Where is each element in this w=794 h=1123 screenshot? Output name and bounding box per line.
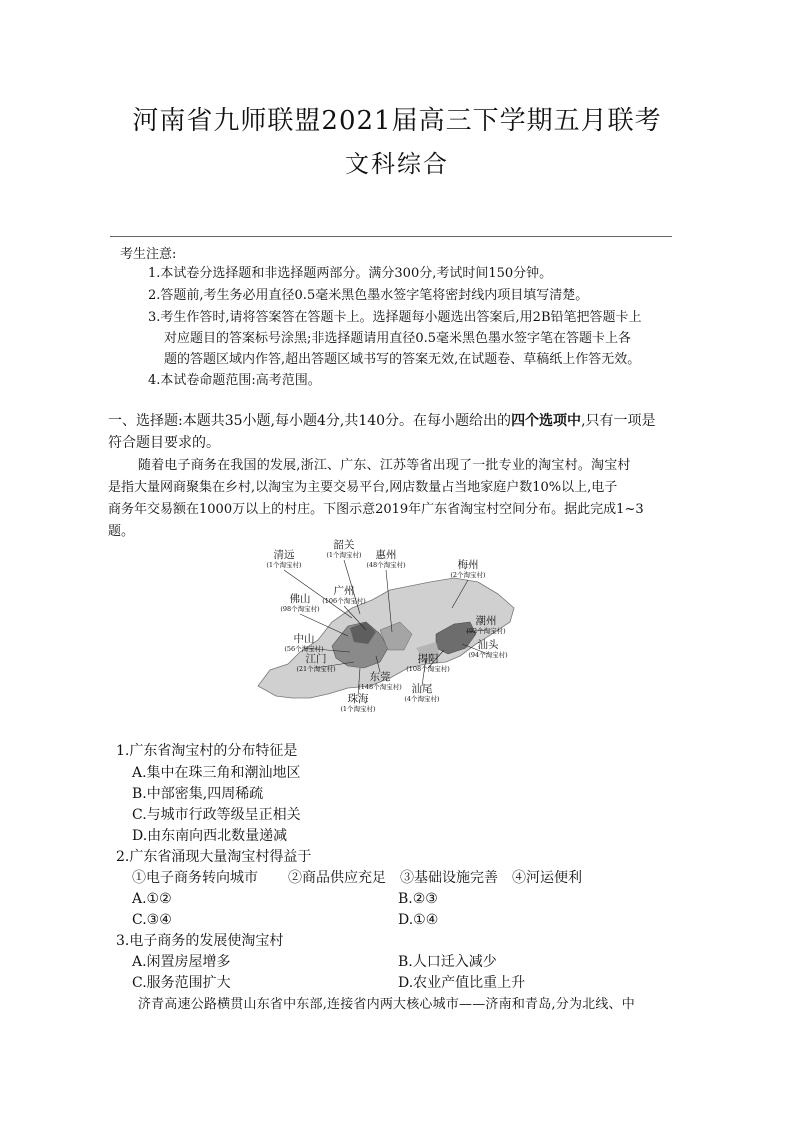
map-city-label: 清远 [273,549,295,561]
map-city-label: 珠海 [347,693,369,705]
map-count-label: (2个淘宝村) [450,571,486,579]
section-heading [108,410,683,432]
map-city-label: 东莞 [369,671,391,683]
notice-heading: 考生注意: [120,247,177,262]
question-3-option-c: C.服务范围扩大 [132,975,231,991]
passage-1-line-1: 随着电子商务在我国的发展,浙江、广东、江苏等省出现了一批专业的淘宝村。淘宝村 [137,458,631,473]
map-count-label: (106个淘宝村) [322,597,366,605]
guangdong-taobao-village-map [240,538,560,730]
map-city-label: 梅州 [457,559,479,571]
map-city-label: 惠州 [375,549,397,561]
map-count-label: (1个淘宝村) [340,705,376,713]
passage-1-line-2: 是指大量网商聚集在乡村,以淘宝为主要交易平台,网店数量占当地家庭户数10%以上,电子 [108,480,618,495]
map-city-label: 汕尾 [411,683,433,695]
map-count-label: (48个淘宝村) [366,561,406,569]
notice-item-3-cont-1: 对应题目的答案标号涂黑;非选择题请用直径0.5毫米黑色墨水签字笔在答题卡上各 [164,331,632,346]
question-2-option-c: C.③④ [132,912,172,928]
map-city-label: 广州 [333,585,355,597]
question-1-option-b: B.中部密集,四周稀疏 [132,786,264,802]
notice-item-4: 4.本试卷命题范围:高考范围。 [148,373,321,388]
map-city-label: 中山 [293,633,315,645]
map-city-label: 潮州 [475,615,497,627]
question-2-option-b: B.②③ [398,891,438,907]
notice-item-2: 2.答题前,考生务必用直径0.5毫米黑色墨水签字笔将密封线内项目填写清楚。 [148,288,589,303]
question-2-statement-3: ③基础设施完善 [400,870,498,886]
map-count-label: (1个淘宝村) [266,561,302,569]
page-subtitle: 文科综合 [345,150,449,178]
map-count-label: (4个淘宝村) [404,695,440,703]
map-city-label: 揭阳 [417,653,439,665]
passage-2-line-1: 济青高速公路横贯山东省中东部,连接省内两大核心城市——济南和青岛,分为北线、中 [137,997,635,1012]
question-1-option-d: D.由东南向西北数量递减 [132,828,288,844]
question-3-option-d: D.农业产值比重上升 [398,975,526,991]
question-2-stem: 2.广东省涌现大量淘宝村得益于 [116,849,312,865]
passage-1-line-3: 商务年交易额在1000万以上的村庄。下图示意2019年广东省淘宝村空间分布。据此完成1~3 [108,502,644,517]
map-city-label: 江门 [305,653,327,665]
section-heading-part-3: ,只有一项是 [581,413,656,429]
section-heading-line-2: 符合题目要求的。 [108,435,220,451]
question-2-statement-1: ①电子商务转向城市 [132,870,258,886]
question-3-option-b: B.人口迁入减少 [398,954,497,970]
notice-item-1: 1.本试卷分选择题和非选择题两部分。满分300分,考试时间150分钟。 [148,266,553,281]
question-2-statement-4: ④河运便利 [512,870,582,886]
page-title: 河南省九师联盟2021届高三下学期五月联考 [132,106,662,136]
header-divider [110,236,672,237]
notice-item-3: 3.考生作答时,请将答案答在答题卡上。选择题每小题选出答案后,用2B铅笔把答题卡上 [148,310,642,325]
question-1-option-c: C.与城市行政等级呈正相关 [132,807,301,823]
map-count-label: (56个淘宝村) [284,645,324,653]
map-count-label: (21个淘宝村) [296,665,336,673]
notice-item-3-cont-2: 题的答题区域内作答,超出答题区域书写的答案无效,在试题卷、草稿纸上作答无效。 [164,352,641,367]
map-count-label: (98个淘宝村) [280,605,320,613]
map-count-label: (92个淘宝村) [466,627,506,635]
map-city-label: 汕头 [477,639,499,651]
map-count-label: (148个淘宝村) [358,683,402,691]
question-1-stem: 1.广东省淘宝村的分布特征是 [116,743,298,759]
map-count-label: (1个淘宝村) [326,551,362,559]
question-1-option-a: A.集中在珠三角和潮汕地区 [132,765,301,781]
question-3-stem: 3.电子商务的发展使淘宝村 [116,933,284,949]
section-heading-part-1: 一、选择题:本题共35小题,每小题4分,共140分。在每小题给出的 [108,413,512,429]
map-count-label: (94个淘宝村) [468,651,508,659]
map-count-label: (108个淘宝村) [406,665,450,673]
question-3-option-a: A.闲置房屋增多 [132,954,231,970]
section-heading-bold: 四个选项中 [511,413,582,429]
map-city-label: 佛山 [289,593,311,605]
question-2-option-d: D.①④ [398,912,439,928]
question-2-statement-2: ②商品供应充足 [288,870,386,886]
passage-1-line-4: 题。 [108,524,135,539]
question-2-option-a: A.①② [132,891,172,907]
map-city-label: 韶关 [333,539,355,551]
